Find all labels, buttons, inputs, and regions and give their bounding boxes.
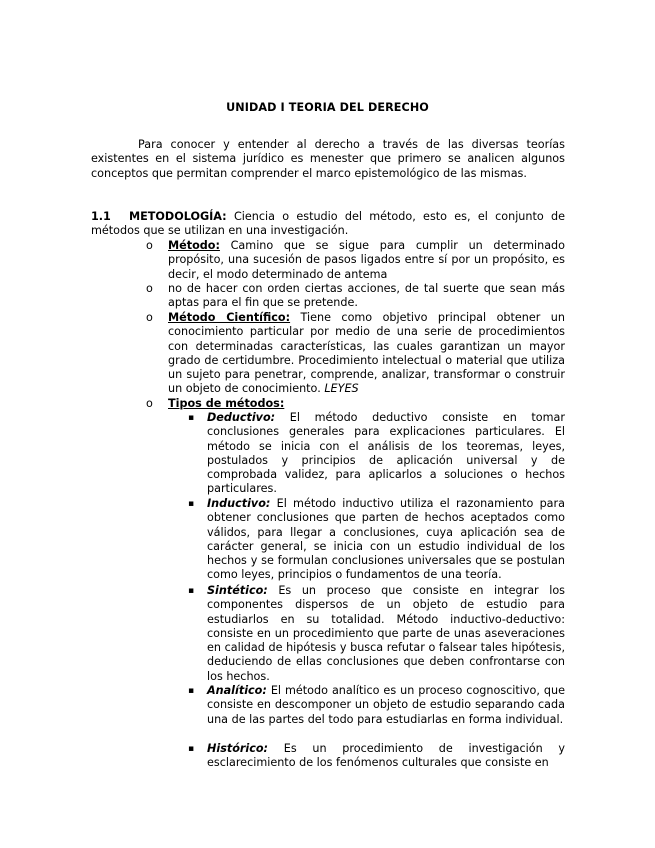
circle-bullet-icon: o [146, 397, 153, 410]
method-term: Inductivo: [207, 497, 271, 510]
section-number: 1.1 [91, 210, 111, 223]
method-inductivo [188, 497, 565, 583]
method-term: Histórico: [207, 742, 269, 755]
method-term: Deductivo: [207, 411, 276, 424]
method-text: El método deductivo consiste en tomar conclusiones generales para explicaciones particulares. El método se inicia con el análisis de los teoremas, leyes, postulados y principios de aplicación universal y de comprobada validez, para aplicarlos a soluciones o hechos particulares. [207, 411, 565, 496]
item-term: Método: [168, 239, 220, 252]
section-text: Ciencia o estudio del método, esto es, el conjunto de métodos que se utilizan en una investigación. [91, 210, 565, 238]
item-term: Tipos de métodos: [168, 397, 285, 410]
intro-paragraph: Para conocer y entender al derecho a través de las diversas teorías existentes en el sistema jurídico es menester que primero se analicen algunos conceptos que permitan comprender el marco epistemológico de las mismas. [91, 138, 565, 180]
method-text: Es un proceso que consiste en integrar los componentes dispersos de un objeto de estudio para estudiarlos en su totalidad. Método inductivo-deductivo: consiste en un procedimiento que parte de unas aseveraciones en calidad de hipótesis y busca refutar o falsear tales hipótesis, deduciendo de ellas conclusiones que deben confrontarse con los hechos. [207, 584, 565, 683]
circle-bullet-icon: o [146, 282, 153, 295]
square-bullet-icon: ▪ [188, 499, 195, 509]
circle-bullet-icon: o [146, 239, 153, 252]
list-item-tipos [146, 397, 565, 411]
method-term: Analítico: [207, 684, 267, 697]
method-text: El método analítico es un proceso cognoscitivo, que consiste en descomponer un objeto de estudio separando cada una de las partes del todo para estudiarlas en forma individual. [207, 684, 565, 726]
method-deductivo [188, 411, 565, 497]
list-item-metodo [146, 239, 565, 282]
section-1-1 [91, 210, 565, 239]
square-bullet-icon: ▪ [188, 744, 195, 754]
method-sintetico [188, 584, 565, 684]
circle-bullet-icon: o [146, 311, 153, 324]
item-tail: LEYES [324, 382, 359, 396]
square-bullet-icon: ▪ [188, 586, 195, 596]
item-text: no de hacer con orden ciertas acciones, de tal suerte que sean más aptas para el fin que se pretende. [168, 282, 565, 310]
page-title: UNIDAD I TEORIA DEL DERECHO [226, 101, 429, 114]
item-text: Camino que se sigue para cumplir un determinado propósito, una sucesión de pasos ligados entre sí por un propósito, es decir, el modo determinado de antema [168, 239, 565, 281]
list-item-continuation [146, 282, 565, 311]
item-text: Tiene como objetivo principal obtener un conocimiento particular por medio de una serie de procedimientos con determinadas características, las cuales garantizan un mayor grado de certidumbre. Procedimiento intelectual o material que utiliza un sujeto para penetrar, comprende, analizar, transformar o construir un objeto de conocimiento. [168, 311, 565, 396]
method-analitico [188, 684, 565, 727]
item-term: Método Científico: [168, 311, 291, 324]
method-historico [188, 742, 565, 771]
square-bullet-icon: ▪ [188, 686, 195, 696]
method-text: Es un procedimiento de investigación y esclarecimiento de los fenómenos culturales que consiste en [207, 742, 565, 770]
method-text: El método inductivo utiliza el razonamiento para obtener conclusiones que parten de hechos aceptados como válidos, para llegar a conclusiones, cuya aplicación sea de carácter general, se inicia con un estudio individual de los hechos y se formulan conclusiones universales que se postulan como leyes, principios o fundamentos de una teoría. [207, 497, 565, 582]
square-bullet-icon: ▪ [188, 413, 195, 423]
list-item-metodo-cientifico [146, 311, 565, 397]
method-term: Sintético: [207, 584, 268, 597]
section-heading: METODOLOGÍA: [129, 210, 227, 223]
